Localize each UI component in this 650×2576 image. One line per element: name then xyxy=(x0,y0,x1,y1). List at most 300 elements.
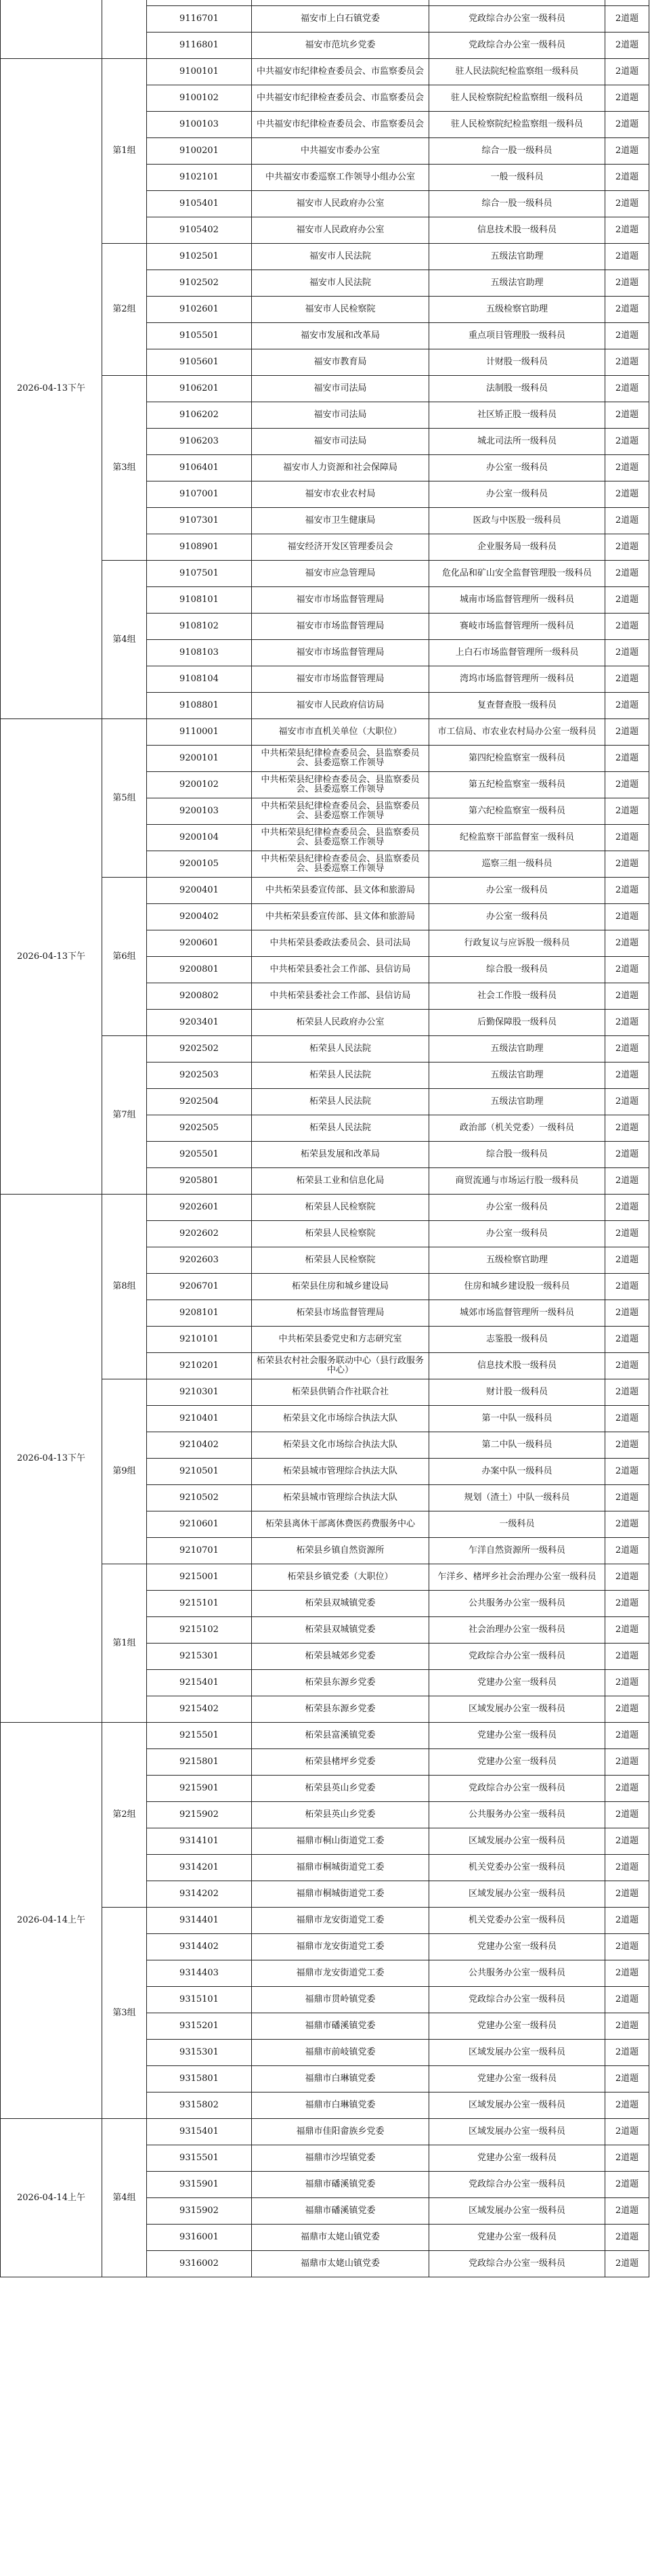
employer-unit-cell: 福鼎市白琳镇党委 xyxy=(252,2066,429,2092)
employer-unit-cell: 柘荣县城郊乡党委 xyxy=(252,1644,429,1670)
employer-unit-cell: 福安市司法局 xyxy=(252,429,429,455)
question-count-cell: 2道题 xyxy=(605,270,649,297)
employer-unit-cell: 福安市卫生健康局 xyxy=(252,508,429,534)
employer-unit-cell: 福安市市场监督管理局 xyxy=(252,587,429,614)
employer-unit-cell: 福鼎市贯岭镇党委 xyxy=(252,1987,429,2013)
position-code-cell: 9315802 xyxy=(147,2092,252,2119)
question-count-cell: 2道题 xyxy=(605,930,649,957)
question-count-cell: 2道题 xyxy=(605,481,649,508)
question-count-cell: 2道题 xyxy=(605,1115,649,1142)
question-count-cell xyxy=(605,0,649,6)
job-position-cell: 城郊市场监督管理所一级科员 xyxy=(429,1300,605,1327)
position-code-cell: 9205801 xyxy=(147,1168,252,1195)
position-code-cell: 9316002 xyxy=(147,2251,252,2277)
position-code-cell: 9202603 xyxy=(147,1247,252,1274)
position-code-cell: 9102601 xyxy=(147,297,252,323)
position-code-cell: 9202602 xyxy=(147,1221,252,1247)
job-position-cell: 党建办公室一级科员 xyxy=(429,2145,605,2172)
question-count-cell: 2道题 xyxy=(605,1538,649,1564)
employer-unit-cell: 福鼎市太姥山镇党委 xyxy=(252,2225,429,2251)
question-count-cell: 2道题 xyxy=(605,1908,649,1934)
group-number-cell: 第5组 xyxy=(102,719,147,878)
position-code-cell: 9107301 xyxy=(147,508,252,534)
job-position-cell: 区域发展办公室一级科员 xyxy=(429,1881,605,1908)
position-code-cell: 9210101 xyxy=(147,1327,252,1353)
position-code-cell: 9215102 xyxy=(147,1617,252,1644)
job-position-cell: 乍洋自然资源所一级科员 xyxy=(429,1538,605,1564)
position-code-cell: 9315401 xyxy=(147,2119,252,2145)
employer-unit-cell: 中共福安市委巡察工作领导小组办公室 xyxy=(252,165,429,191)
job-position-cell: 公共服务办公室一级科员 xyxy=(429,1591,605,1617)
question-count-cell: 2道题 xyxy=(605,851,649,878)
employer-unit-cell: 中共柘荣县委宣传部、县文体和旅游局 xyxy=(252,878,429,904)
question-count-cell: 2道题 xyxy=(605,508,649,534)
question-count-cell: 2道题 xyxy=(605,191,649,217)
position-code-cell: 9105401 xyxy=(147,191,252,217)
job-position-cell: 后勤保障股一级科员 xyxy=(429,1010,605,1036)
job-position-cell: 综合一股一级科员 xyxy=(429,138,605,165)
position-code-cell: 9206701 xyxy=(147,1274,252,1300)
question-count-cell: 2道题 xyxy=(605,825,649,851)
position-code-cell: 9315301 xyxy=(147,2040,252,2066)
position-code-cell: 9210301 xyxy=(147,1379,252,1406)
question-count-cell: 2道题 xyxy=(605,1987,649,2013)
job-position-cell: 赛岐市场监督管理所一级科员 xyxy=(429,614,605,640)
job-position-cell: 党建办公室一级科员 xyxy=(429,2225,605,2251)
employer-unit-cell: 福鼎市佳阳畲族乡党委 xyxy=(252,2119,429,2145)
employer-unit-cell: 中共柘荣县委政法委员会、县司法局 xyxy=(252,930,429,957)
position-code-cell: 9314101 xyxy=(147,1828,252,1855)
employer-unit-cell: 柘荣县乡镇党委（大职位） xyxy=(252,1564,429,1591)
job-position-cell: 社会治理办公室一级科员 xyxy=(429,1617,605,1644)
employer-unit-cell: 福鼎市白琳镇党委 xyxy=(252,2092,429,2119)
position-code-cell: 9315801 xyxy=(147,2066,252,2092)
question-count-cell: 2道题 xyxy=(605,429,649,455)
group-number-cell: 第4组 xyxy=(102,2119,147,2277)
employer-unit-cell xyxy=(252,0,429,6)
question-count-cell: 2道题 xyxy=(605,1564,649,1591)
job-position-cell: 第五纪检监察室一级科员 xyxy=(429,772,605,798)
position-code-cell: 9315501 xyxy=(147,2145,252,2172)
table-row xyxy=(1,719,649,746)
question-count-cell: 2道题 xyxy=(605,323,649,349)
position-code-cell: 9203401 xyxy=(147,1010,252,1036)
position-code-cell: 9215401 xyxy=(147,1670,252,1696)
job-position-cell: 一级科员 xyxy=(429,1511,605,1538)
question-count-cell: 2道题 xyxy=(605,2251,649,2277)
employer-unit-cell: 福安市人民法院 xyxy=(252,270,429,297)
question-count-cell: 2道题 xyxy=(605,693,649,719)
position-code-cell: 9210501 xyxy=(147,1459,252,1485)
group-number-cell: 第2组 xyxy=(102,244,147,376)
question-count-cell: 2道题 xyxy=(605,376,649,402)
question-count-cell: 2道题 xyxy=(605,534,649,561)
employer-unit-cell: 柘荣县英山乡党委 xyxy=(252,1802,429,1828)
job-position-cell: 综合股一级科员 xyxy=(429,957,605,983)
job-position-cell: 市工信局、市农业农村局办公室一级科员 xyxy=(429,719,605,746)
position-code-cell: 9200103 xyxy=(147,798,252,825)
job-position-cell: 综合一股一级科员 xyxy=(429,191,605,217)
group-number-cell: 第1组 xyxy=(102,1564,147,1723)
job-position-cell: 城北司法所一级科员 xyxy=(429,429,605,455)
employer-unit-cell: 福鼎市磻溪镇党委 xyxy=(252,2198,429,2225)
question-count-cell: 2道题 xyxy=(605,1934,649,1960)
employer-unit-cell: 柘荣县工业和信息化局 xyxy=(252,1168,429,1195)
job-position-cell: 党建办公室一级科员 xyxy=(429,2066,605,2092)
question-count-cell: 2道题 xyxy=(605,217,649,244)
session-time-cell: 2026-04-13下午 xyxy=(1,719,102,1195)
employer-unit-cell: 福鼎市桐城街道党工委 xyxy=(252,1881,429,1908)
question-count-cell: 2道题 xyxy=(605,1353,649,1379)
employer-unit-cell: 柘荣县东源乡党委 xyxy=(252,1696,429,1723)
job-position-cell: 区域发展办公室一级科员 xyxy=(429,1696,605,1723)
table-row xyxy=(1,1195,649,1221)
position-code-cell: 9202601 xyxy=(147,1195,252,1221)
employer-unit-cell: 福安市司法局 xyxy=(252,376,429,402)
table-row xyxy=(1,59,649,85)
position-code-cell: 9106201 xyxy=(147,376,252,402)
employer-unit-cell: 中共柘荣县委社会工作部、县信访局 xyxy=(252,983,429,1010)
job-position-cell: 党建办公室一级科员 xyxy=(429,2013,605,2040)
job-position-cell: 财计股一级科员 xyxy=(429,1379,605,1406)
employer-unit-cell: 福鼎市龙安街道党工委 xyxy=(252,1908,429,1934)
employer-unit-cell: 福安市市场监督管理局 xyxy=(252,640,429,666)
job-position-cell: 综合股一级科员 xyxy=(429,1142,605,1168)
question-count-cell: 2道题 xyxy=(605,746,649,772)
question-count-cell: 2道题 xyxy=(605,1617,649,1644)
job-position-cell: 商贸流通与市场运行股一级科员 xyxy=(429,1168,605,1195)
job-position-cell: 区域发展办公室一级科员 xyxy=(429,1828,605,1855)
question-count-cell: 2道题 xyxy=(605,1828,649,1855)
question-count-cell: 2道题 xyxy=(605,1010,649,1036)
employer-unit-cell: 福鼎市桐山街道党工委 xyxy=(252,1828,429,1855)
position-code-cell: 9215501 xyxy=(147,1723,252,1749)
question-count-cell: 2道题 xyxy=(605,957,649,983)
question-count-cell: 2道题 xyxy=(605,614,649,640)
question-count-cell: 2道题 xyxy=(605,1723,649,1749)
position-code-cell: 9314403 xyxy=(147,1960,252,1987)
position-code-cell: 9110001 xyxy=(147,719,252,746)
question-count-cell: 2道题 xyxy=(605,138,649,165)
question-count-cell: 2道题 xyxy=(605,1670,649,1696)
table-row xyxy=(1,2119,649,2145)
job-position-cell: 公共服务办公室一级科员 xyxy=(429,1802,605,1828)
position-code-cell: 9108801 xyxy=(147,693,252,719)
question-count-cell: 2道题 xyxy=(605,1168,649,1195)
group-number-cell: 第2组 xyxy=(102,1723,147,1908)
employer-unit-cell: 中共柘荣县委宣传部、县文体和旅游局 xyxy=(252,904,429,930)
session-time-cell: 2026-04-14上午 xyxy=(1,2119,102,2277)
question-count-cell: 2道题 xyxy=(605,878,649,904)
question-count-cell: 2道题 xyxy=(605,2013,649,2040)
group-number-cell: 第4组 xyxy=(102,561,147,719)
question-count-cell: 2道题 xyxy=(605,297,649,323)
employer-unit-cell: 中共柘荣县纪律检查委员会、县监察委员会、县委巡察工作领导 xyxy=(252,772,429,798)
job-position-cell: 五级法官助理 xyxy=(429,1062,605,1089)
employer-unit-cell: 柘荣县离休干部离休费医药费服务中心 xyxy=(252,1511,429,1538)
position-code-cell: 9100102 xyxy=(147,85,252,112)
group-number-cell: 第6组 xyxy=(102,878,147,1036)
job-position-cell: 第四纪检监察室一级科员 xyxy=(429,746,605,772)
job-position-cell: 办公室一级科员 xyxy=(429,904,605,930)
position-code-cell: 9102101 xyxy=(147,165,252,191)
job-position-cell: 重点项目管理股一级科员 xyxy=(429,323,605,349)
employer-unit-cell: 中共柘荣县纪律检查委员会、县监察委员会、县委巡察工作领导 xyxy=(252,746,429,772)
job-position-cell: 五级法官助理 xyxy=(429,244,605,270)
job-position-cell: 驻人民检察院纪检监察组一级科员 xyxy=(429,85,605,112)
employer-unit-cell: 福安市人力资源和社会保障局 xyxy=(252,455,429,481)
question-count-cell: 2道题 xyxy=(605,983,649,1010)
position-code-cell: 9314402 xyxy=(147,1934,252,1960)
question-count-cell: 2道题 xyxy=(605,561,649,587)
position-code-cell: 9106202 xyxy=(147,402,252,429)
question-count-cell: 2道题 xyxy=(605,1406,649,1432)
job-position-cell: 办公室一级科员 xyxy=(429,1221,605,1247)
employer-unit-cell: 柘荣县人民检察院 xyxy=(252,1195,429,1221)
job-position-cell: 党政综合办公室一级科员 xyxy=(429,1987,605,2013)
job-position-cell: 办公室一级科员 xyxy=(429,878,605,904)
position-code-cell: 9106203 xyxy=(147,429,252,455)
job-position-cell: 办公室一级科员 xyxy=(429,1195,605,1221)
job-position-cell: 区域发展办公室一级科员 xyxy=(429,2119,605,2145)
employer-unit-cell: 福安市司法局 xyxy=(252,402,429,429)
position-code-cell: 9215801 xyxy=(147,1749,252,1776)
question-count-cell: 2道题 xyxy=(605,666,649,693)
job-position-cell: 机关党委办公室一级科员 xyxy=(429,1855,605,1881)
position-code-cell: 9108102 xyxy=(147,614,252,640)
job-position-cell: 区域发展办公室一级科员 xyxy=(429,2092,605,2119)
job-position-cell: 驻人民法院纪检监察组一级科员 xyxy=(429,59,605,85)
job-position-cell: 信息技术股一级科员 xyxy=(429,217,605,244)
position-code-cell: 9202504 xyxy=(147,1089,252,1115)
question-count-cell: 2道题 xyxy=(605,1696,649,1723)
question-count-cell: 2道题 xyxy=(605,1062,649,1089)
position-code-cell: 9316001 xyxy=(147,2225,252,2251)
job-position-cell: 党建办公室一级科员 xyxy=(429,1749,605,1776)
position-code-cell: 9200105 xyxy=(147,851,252,878)
job-position-cell: 五级检察官助理 xyxy=(429,297,605,323)
job-position-cell: 住房和城乡建设股一级科员 xyxy=(429,1274,605,1300)
position-code-cell: 9107001 xyxy=(147,481,252,508)
job-position-cell: 公共服务办公室一级科员 xyxy=(429,1960,605,1987)
job-position-cell: 乍洋乡、楮坪乡社会治理办公室一级科员 xyxy=(429,1564,605,1591)
position-code-cell: 9210402 xyxy=(147,1432,252,1459)
question-count-cell: 2道题 xyxy=(605,1511,649,1538)
question-count-cell: 2道题 xyxy=(605,798,649,825)
employer-unit-cell: 福安市教育局 xyxy=(252,349,429,376)
job-position-cell: 办案中队一级科员 xyxy=(429,1459,605,1485)
job-position-cell: 湾坞市场监督管理所一级科员 xyxy=(429,666,605,693)
employer-unit-cell: 柘荣县人民法院 xyxy=(252,1089,429,1115)
job-position-cell: 党建办公室一级科员 xyxy=(429,1670,605,1696)
position-code-cell: 9315901 xyxy=(147,2172,252,2198)
question-count-cell: 2道题 xyxy=(605,2172,649,2198)
question-count-cell: 2道题 xyxy=(605,1036,649,1062)
question-count-cell: 2道题 xyxy=(605,6,649,33)
position-code-cell: 9200801 xyxy=(147,957,252,983)
job-position-cell: 复查督查股一级科员 xyxy=(429,693,605,719)
employer-unit-cell: 柘荣县供销合作社联合社 xyxy=(252,1379,429,1406)
employer-unit-cell: 福安市人民检察院 xyxy=(252,297,429,323)
question-count-cell: 2道题 xyxy=(605,2092,649,2119)
position-code-cell: 9200102 xyxy=(147,772,252,798)
job-position-cell: 上白石市场监督管理所一级科员 xyxy=(429,640,605,666)
employer-unit-cell: 中共柘荣县委社会工作部、县信访局 xyxy=(252,957,429,983)
question-count-cell: 2道题 xyxy=(605,2225,649,2251)
job-position-cell: 党建办公室一级科员 xyxy=(429,1934,605,1960)
position-code-cell: 9100101 xyxy=(147,59,252,85)
job-position-cell: 第二中队一级科员 xyxy=(429,1432,605,1459)
job-position-cell: 党建办公室一级科员 xyxy=(429,1723,605,1749)
employer-unit-cell: 福安市应急管理局 xyxy=(252,561,429,587)
question-count-cell: 2道题 xyxy=(605,85,649,112)
job-position-cell: 第一中队一级科员 xyxy=(429,1406,605,1432)
question-count-cell: 2道题 xyxy=(605,1300,649,1327)
position-code-cell: 9116701 xyxy=(147,6,252,33)
job-position-cell: 城南市场监督管理所一级科员 xyxy=(429,587,605,614)
position-code-cell: 9102502 xyxy=(147,270,252,297)
position-code-cell xyxy=(147,0,252,6)
position-code-cell: 9108101 xyxy=(147,587,252,614)
question-count-cell: 2道题 xyxy=(605,2119,649,2145)
employer-unit-cell: 福鼎市沙埕镇党委 xyxy=(252,2145,429,2172)
position-code-cell: 9100103 xyxy=(147,112,252,138)
employer-unit-cell: 福鼎市前岐镇党委 xyxy=(252,2040,429,2066)
question-count-cell: 2道题 xyxy=(605,772,649,798)
position-code-cell: 9205501 xyxy=(147,1142,252,1168)
job-position-cell: 医政与中医股一级科员 xyxy=(429,508,605,534)
job-position-cell: 党政综合办公室一级科员 xyxy=(429,6,605,33)
employer-unit-cell: 柘荣县城市管理综合执法大队 xyxy=(252,1485,429,1511)
employer-unit-cell: 柘荣县英山乡党委 xyxy=(252,1776,429,1802)
job-position-cell: 第六纪检监察室一级科员 xyxy=(429,798,605,825)
employer-unit-cell: 柘荣县人民检察院 xyxy=(252,1221,429,1247)
employer-unit-cell: 福鼎市磻溪镇党委 xyxy=(252,2013,429,2040)
question-count-cell: 2道题 xyxy=(605,1379,649,1406)
job-position-cell: 党政综合办公室一级科员 xyxy=(429,1776,605,1802)
question-count-cell: 2道题 xyxy=(605,33,649,59)
position-code-cell: 9202505 xyxy=(147,1115,252,1142)
employer-unit-cell: 柘荣县双城镇党委 xyxy=(252,1591,429,1617)
position-code-cell: 9107501 xyxy=(147,561,252,587)
position-code-cell: 9202503 xyxy=(147,1062,252,1089)
position-code-cell: 9314201 xyxy=(147,1855,252,1881)
position-code-cell: 9215902 xyxy=(147,1802,252,1828)
question-count-cell: 2道题 xyxy=(605,587,649,614)
job-position-cell: 信息技术股一级科员 xyxy=(429,1353,605,1379)
job-position-cell: 办公室一级科员 xyxy=(429,481,605,508)
position-code-cell: 9215402 xyxy=(147,1696,252,1723)
employer-unit-cell: 中共柘荣县委党史和方志研究室 xyxy=(252,1327,429,1353)
employer-unit-cell: 柘荣县东源乡党委 xyxy=(252,1670,429,1696)
employer-unit-cell: 柘荣县富溪镇党委 xyxy=(252,1723,429,1749)
question-count-cell: 2道题 xyxy=(605,455,649,481)
position-code-cell: 9210701 xyxy=(147,1538,252,1564)
question-count-cell: 2道题 xyxy=(605,349,649,376)
employer-unit-cell: 柘荣县人民检察院 xyxy=(252,1247,429,1274)
employer-unit-cell: 柘荣县人民法院 xyxy=(252,1062,429,1089)
question-count-cell: 2道题 xyxy=(605,1960,649,1987)
session-time-cell: 2026-04-14上午 xyxy=(1,1723,102,2119)
group-number-cell xyxy=(102,0,147,59)
job-position-cell: 五级法官助理 xyxy=(429,1089,605,1115)
employer-unit-cell: 福鼎市龙安街道党工委 xyxy=(252,1960,429,1987)
employer-unit-cell: 中共柘荣县纪律检查委员会、县监察委员会、县委巡察工作领导 xyxy=(252,798,429,825)
position-code-cell: 9314401 xyxy=(147,1908,252,1934)
question-count-cell: 2道题 xyxy=(605,2145,649,2172)
job-position-cell: 机关党委办公室一级科员 xyxy=(429,1908,605,1934)
employer-unit-cell: 柘荣县人民法院 xyxy=(252,1115,429,1142)
employer-unit-cell: 柘荣县城市管理综合执法大队 xyxy=(252,1459,429,1485)
position-code-cell: 9210601 xyxy=(147,1511,252,1538)
job-position-cell: 政治部（机关党委）一级科员 xyxy=(429,1115,605,1142)
position-code-cell: 9116801 xyxy=(147,33,252,59)
employer-unit-cell: 柘荣县文化市场综合执法大队 xyxy=(252,1406,429,1432)
session-time-cell: 2026-04-13下午 xyxy=(1,59,102,719)
position-code-cell: 9215901 xyxy=(147,1776,252,1802)
question-count-cell: 2道题 xyxy=(605,165,649,191)
employer-unit-cell: 福鼎市磻溪镇党委 xyxy=(252,2172,429,2198)
job-position-cell: 驻人民检察院纪检监察组一级科员 xyxy=(429,112,605,138)
job-position-cell: 计财股一级科员 xyxy=(429,349,605,376)
employer-unit-cell: 柘荣县乡镇自然资源所 xyxy=(252,1538,429,1564)
group-number-cell: 第3组 xyxy=(102,376,147,561)
employer-unit-cell: 柘荣县楮坪乡党委 xyxy=(252,1749,429,1776)
position-code-cell: 9215001 xyxy=(147,1564,252,1591)
session-time-cell xyxy=(1,0,102,59)
position-code-cell: 9108104 xyxy=(147,666,252,693)
employer-unit-cell: 福安市发展和改革局 xyxy=(252,323,429,349)
position-code-cell: 9314202 xyxy=(147,1881,252,1908)
question-count-cell: 2道题 xyxy=(605,1776,649,1802)
position-code-cell: 9105601 xyxy=(147,349,252,376)
job-position-cell: 巡察三组一级科员 xyxy=(429,851,605,878)
job-position-cell: 区域发展办公室一级科员 xyxy=(429,2040,605,2066)
question-count-cell: 2道题 xyxy=(605,1327,649,1353)
position-code-cell: 9210401 xyxy=(147,1406,252,1432)
employer-unit-cell: 福安市市场监督管理局 xyxy=(252,666,429,693)
position-code-cell: 9210502 xyxy=(147,1485,252,1511)
question-count-cell: 2道题 xyxy=(605,1485,649,1511)
session-time-cell: 2026-04-13下午 xyxy=(1,1195,102,1723)
job-position-cell: 党政综合办公室一级科员 xyxy=(429,33,605,59)
employer-unit-cell: 福安市市直机关单位（大职位） xyxy=(252,719,429,746)
position-code-cell: 9210201 xyxy=(147,1353,252,1379)
question-count-cell: 2道题 xyxy=(605,244,649,270)
question-count-cell: 2道题 xyxy=(605,1749,649,1776)
position-code-cell: 9200601 xyxy=(147,930,252,957)
position-code-cell: 9315902 xyxy=(147,2198,252,2225)
job-position-cell: 社区矫正股一级科员 xyxy=(429,402,605,429)
question-count-cell: 2道题 xyxy=(605,1195,649,1221)
position-code-cell: 9215101 xyxy=(147,1591,252,1617)
job-position-cell xyxy=(429,0,605,6)
question-count-cell: 2道题 xyxy=(605,2040,649,2066)
job-position-cell: 志鉴股一级科员 xyxy=(429,1327,605,1353)
question-count-cell: 2道题 xyxy=(605,1855,649,1881)
position-code-cell: 9200401 xyxy=(147,878,252,904)
question-count-cell: 2道题 xyxy=(605,1089,649,1115)
job-position-cell: 一般一级科员 xyxy=(429,165,605,191)
question-count-cell: 2道题 xyxy=(605,1274,649,1300)
question-count-cell: 2道题 xyxy=(605,1644,649,1670)
question-count-cell: 2道题 xyxy=(605,1247,649,1274)
employer-unit-cell: 福鼎市龙安街道党工委 xyxy=(252,1934,429,1960)
employer-unit-cell: 福鼎市太姥山镇党委 xyxy=(252,2251,429,2277)
job-position-cell: 党政综合办公室一级科员 xyxy=(429,1644,605,1670)
employer-unit-cell: 福鼎市桐城街道党工委 xyxy=(252,1855,429,1881)
job-position-cell: 五级检察官助理 xyxy=(429,1247,605,1274)
